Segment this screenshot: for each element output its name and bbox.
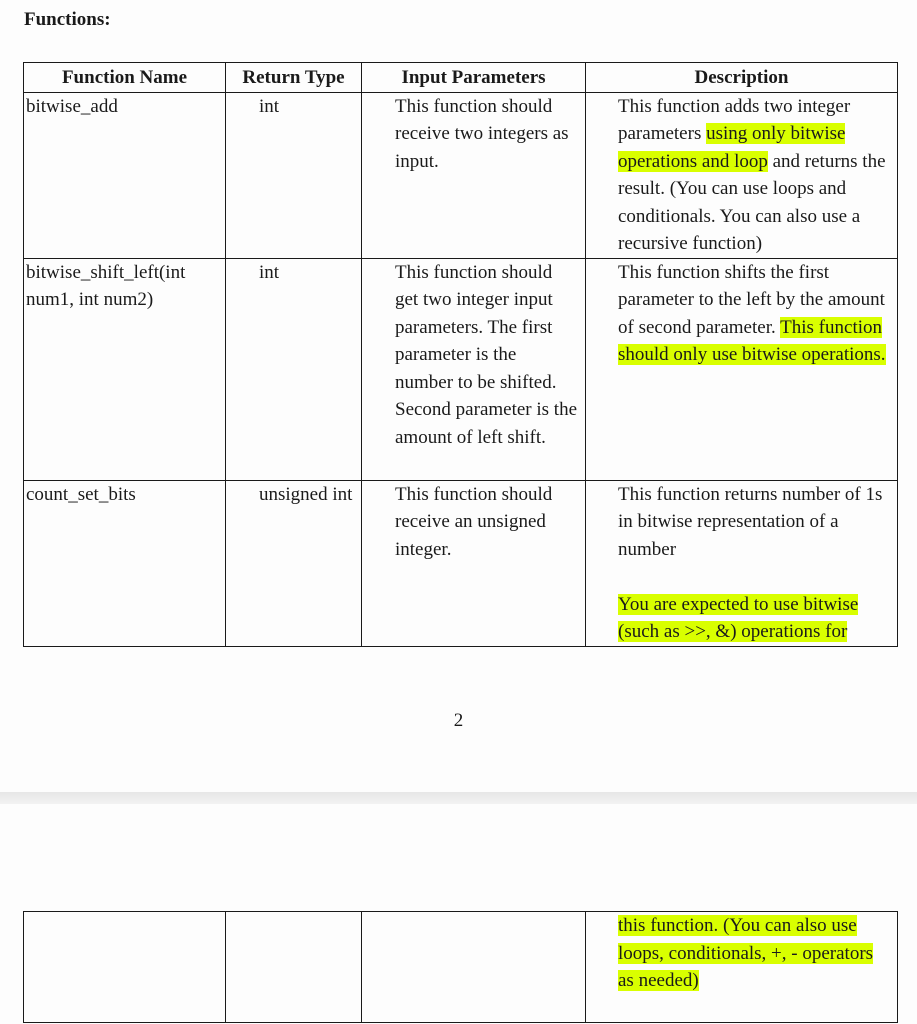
input-parameters-cell: This function should receive two integers as input. [362,92,586,258]
function-name-cell: count_set_bits [24,480,226,646]
header-input-parameters: Input Parameters [362,63,586,93]
function-name-cell: bitwise_add [24,92,226,258]
function-name-cell: bitwise_shift_left(int num1, int num2) [24,258,226,480]
highlighted-text: using only bitwise operations and loop [618,123,846,172]
input-parameters-cell: This function should receive an unsigned integer. [362,480,586,646]
description-cell [586,258,898,480]
page-break [0,792,917,804]
input-parameters-cell: This function should get two integer input parameters. The first parameter is the number to be shifted. Second parameter is the amount of left shift. [362,258,586,480]
table-row [24,92,898,258]
header-description: Description [586,63,898,93]
description-text: This function adds two integer parameters [618,95,851,144]
table-row [24,912,898,1023]
return-type-cell [226,912,362,1023]
table-row [24,480,898,646]
description-cell [586,92,898,258]
description-cell [586,480,898,646]
return-type-cell: unsigned int [226,480,362,646]
header-return-type: Return Type [226,63,362,93]
return-type-cell: int [226,258,362,480]
highlighted-text: You are expected to use bitwise (such as >>, &) operations for [618,593,859,642]
return-type-cell: int [226,92,362,258]
description-text: This function returns number of 1s in bitwise representation of a number [618,483,883,560]
document-page-2 [0,804,917,1024]
functions-table-continued [23,911,898,1023]
highlighted-text: This function should only use bitwise operations. [618,316,886,365]
function-name-cell [24,912,226,1023]
section-heading: Functions: [24,9,111,30]
functions-table [23,62,898,647]
table-header-row [24,63,898,93]
description-cell [586,912,898,1023]
input-parameters-cell [362,912,586,1023]
table-row [24,258,898,480]
description-text: This function shifts the first parameter to the left by the amount of second parameter. [618,261,885,338]
description-text: and returns the result. (You can use loops and conditionals. You can also use a recursive function) [618,150,886,254]
highlighted-text: this function. (You can also use loops, conditionals, +, - operators as needed) [618,915,874,991]
page-number: 2 [453,710,464,731]
header-function-name: Function Name [24,63,226,93]
